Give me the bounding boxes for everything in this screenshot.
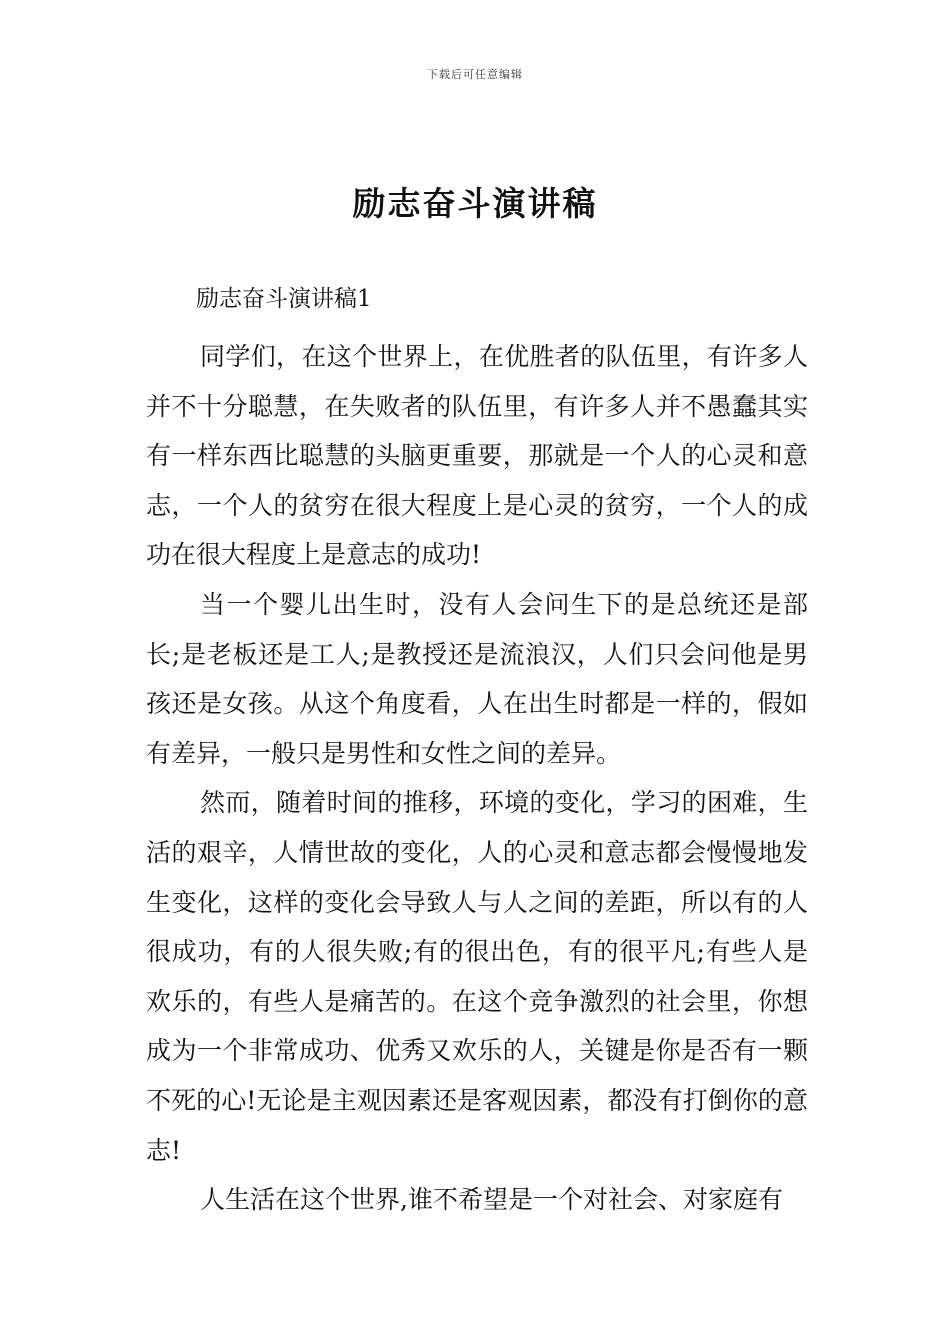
paragraph-3: 然而，随着时间的推移，环境的变化，学习的困难，生活的艰辛，人情世故的变化，人的心灵和意志都会慢慢地发生变化，这样的变化会导致人与人之间的差距，所以有的人很成功，有的人很失败;有的很出色，有的很平凡;有些人是欢乐的，有些人是痛苦的。在这个竞争激烈的社会里，你想成为一个非常成功、优秀又欢乐的人，关键是你是否有一颗不死的心!无论是主观因素还是客观因素，都没有打倒你的意志!	[146, 788, 808, 1165]
paragraph-2: 当一个婴儿出生时，没有人会问生下的是总统还是部长;是老板还是工人;是教授还是流浪汉，人们只会问他是男孩还是女孩。从这个角度看，人在出生时都是一样的，假如有差异，一般只是男性和女性之间的差异。	[146, 589, 808, 768]
document-title: 励志奋斗演讲稿	[352, 184, 598, 223]
document-body	[146, 280, 808, 1225]
header-note: 下载后可任意编辑	[427, 68, 523, 81]
paragraph-4: 人生活在这个世界,谁不希望是一个对社会、对家庭有	[200, 1185, 783, 1215]
paragraph-1: 同学们，在这个世界上，在优胜者的队伍里，有许多人并不十分聪慧，在失败者的队伍里，有许多人并不愚蠢其实有一样东西比聪慧的头脑更重要，那就是一个人的心灵和意志，一个人的贫穷在很大程度上是心灵的贫穷，一个人的成功在很大程度上是意志的成功!	[146, 342, 808, 570]
section-heading: 励志奋斗演讲稿1	[196, 286, 372, 312]
